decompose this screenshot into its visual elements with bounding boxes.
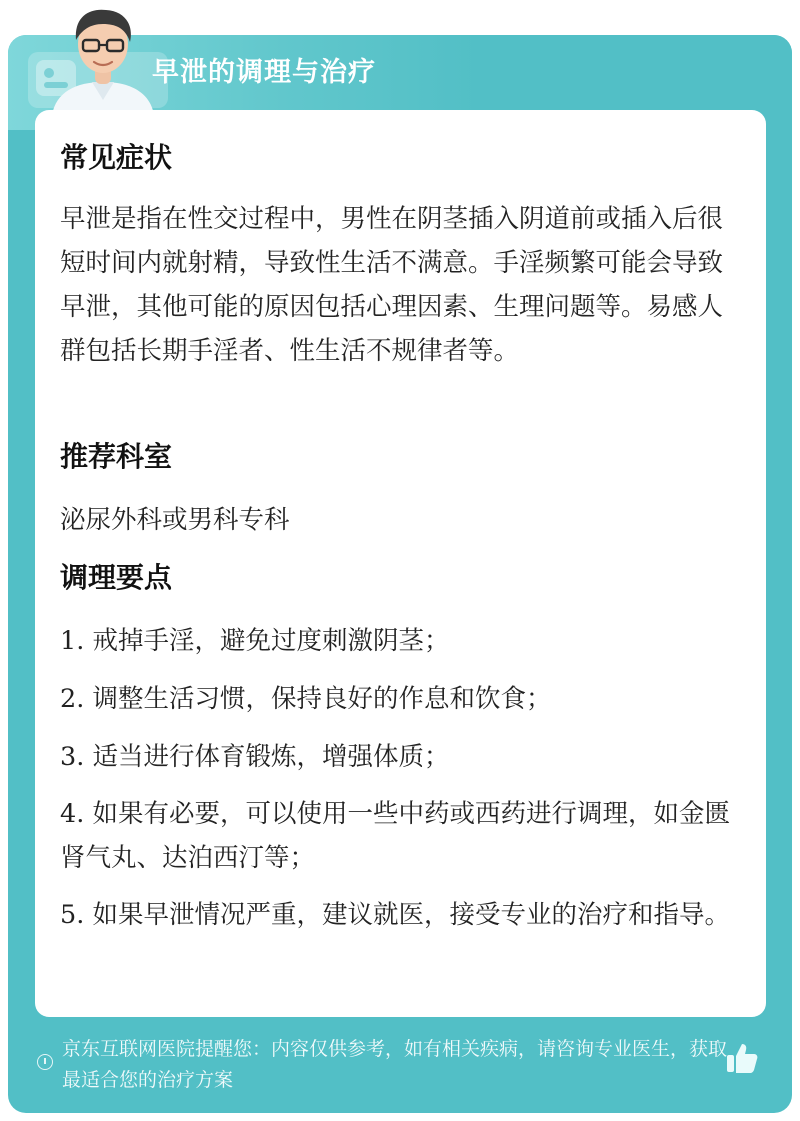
- list-item: [60, 619, 730, 663]
- list-item-text: 戒掉手淫，避免过度刺激阴茎；: [92, 626, 450, 656]
- list-item: [60, 792, 730, 880]
- list-item-text: 调整生活习惯，保持良好的作息和饮食；: [92, 684, 552, 714]
- department-text: 泌尿外科或男科专科: [60, 505, 290, 535]
- symptoms-text: 早泄是指在性交过程中，男性在阴茎插入阴道前或插入后很短时间内就射精，导致性生活不满意。手淫频繁可能会导致早泄，其他可能的原因包括心理因素、生理问题等。易感人群包括长期手淫者、性生活不规律者等。: [60, 204, 724, 366]
- list-item-number: 3.: [60, 742, 85, 772]
- section-heading-care: 调理要点: [60, 561, 173, 594]
- doctor-avatar: [48, 0, 158, 115]
- info-icon: [37, 1054, 53, 1070]
- list-item-number: 5.: [60, 900, 85, 930]
- list-item-number: 2.: [60, 684, 85, 714]
- list-item: [60, 677, 730, 721]
- list-item: [60, 735, 730, 779]
- section-heading-department: 推荐科室: [60, 440, 173, 473]
- thumbs-up-icon[interactable]: [724, 1040, 760, 1076]
- list-item: [60, 893, 730, 937]
- list-item-number: 4.: [60, 799, 85, 829]
- list-item-text: 适当进行体育锻炼，增强体质；: [92, 742, 450, 772]
- footer-notice: 京东互联网医院提醒您：内容仅供参考，如有相关疾病，请咨询专业医生，获取最适合您的治疗方案: [62, 1038, 728, 1091]
- list-item-text: 如果有必要，可以使用一些中药或西药进行调理，如金匮肾气丸、达泊西汀等；: [60, 799, 730, 873]
- list-item-text: 如果早泄情况严重，建议就医，接受专业的治疗和指导。: [92, 900, 730, 930]
- section-heading-symptoms: 常见症状: [60, 141, 173, 174]
- list-item-number: 1.: [60, 626, 85, 656]
- page-title: 早泄的调理与治疗: [152, 57, 376, 88]
